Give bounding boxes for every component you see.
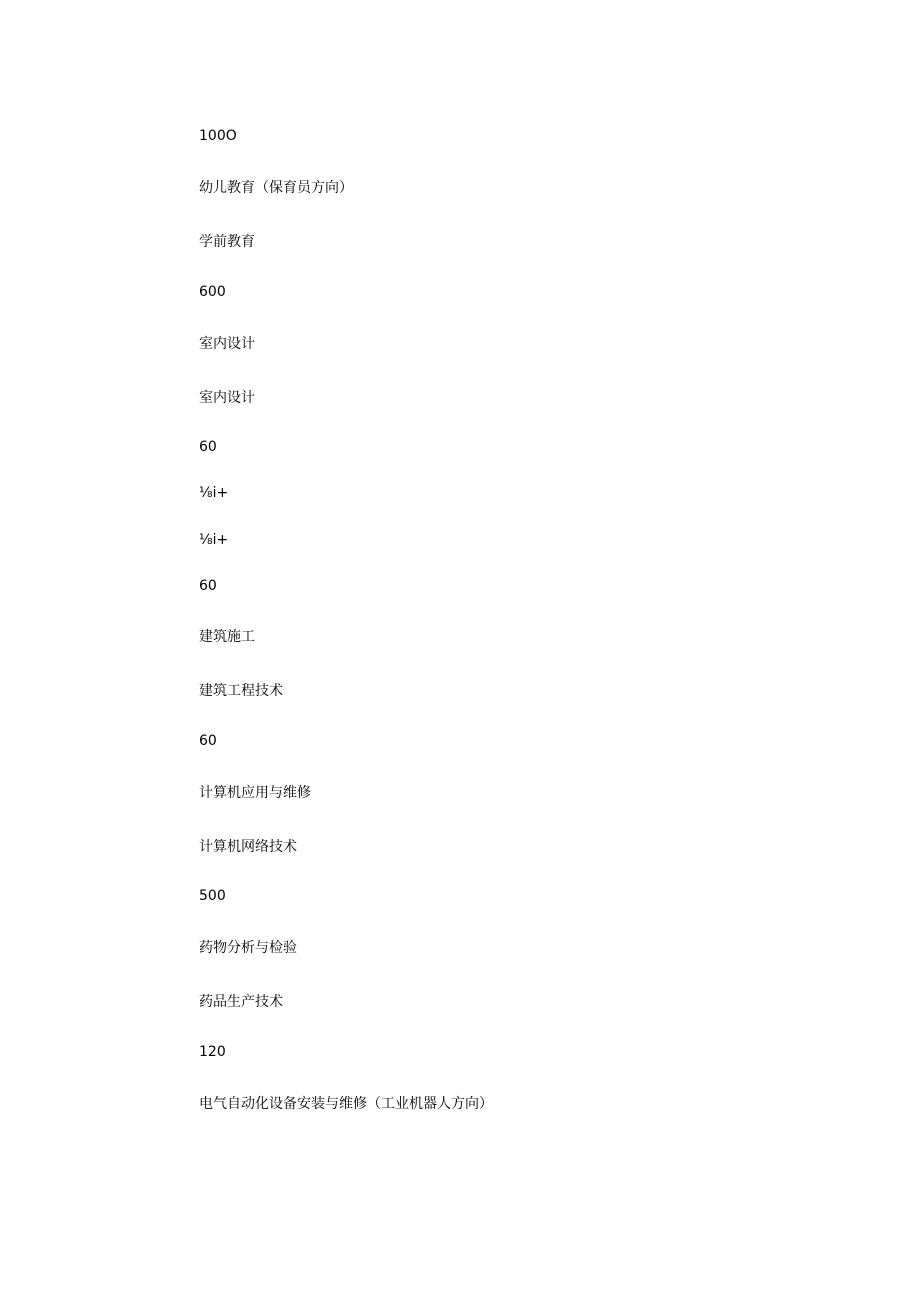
- text-line: 100O: [199, 128, 237, 144]
- text-line: ⅛i+: [199, 532, 229, 548]
- text-line: 60: [199, 439, 217, 455]
- text-line: 药品生产技术: [199, 994, 283, 1010]
- text-line: 建筑工程技术: [199, 683, 283, 699]
- text-line: 60: [199, 733, 217, 749]
- text-line: ⅛i+: [199, 485, 229, 501]
- text-line: 室内设计: [199, 336, 255, 352]
- text-line: 500: [199, 888, 226, 904]
- text-line: 计算机网络技术: [199, 839, 297, 855]
- text-line: 计算机应用与维修: [199, 785, 311, 801]
- text-line: 室内设计: [199, 390, 255, 406]
- text-line: 120: [199, 1044, 226, 1060]
- text-line: 药物分析与检验: [199, 940, 297, 956]
- text-line: 600: [199, 284, 226, 300]
- text-line: 电气自动化设备安装与维修（工业机器人方向）: [199, 1096, 493, 1112]
- text-line: 建筑施工: [199, 629, 255, 645]
- text-line: 学前教育: [199, 234, 255, 250]
- text-line: 幼儿教育（保育员方向）: [199, 180, 353, 196]
- text-line: 60: [199, 578, 217, 594]
